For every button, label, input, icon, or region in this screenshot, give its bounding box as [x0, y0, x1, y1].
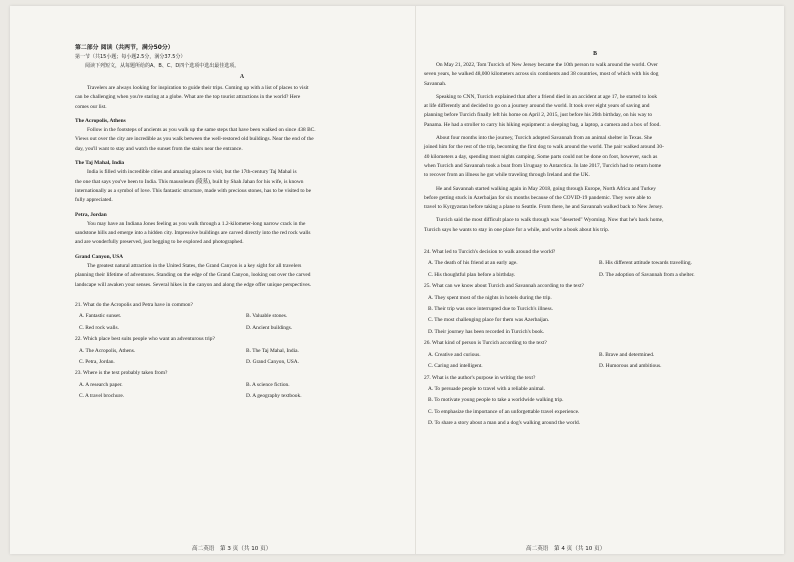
text-line: to recover from an illness he got while traveling through Ireland and the UK. — [424, 172, 590, 179]
text-line: internationally as a symbol of love. This fantastic structure, made with precious stones, has to be visited to be — [75, 187, 311, 194]
question-stem: 25. What can we know about Turcich and Savannah according to the text? — [424, 283, 584, 290]
option-b[interactable]: B. The Taj Mahal, India. — [246, 347, 299, 354]
attraction-petra — [75, 211, 409, 248]
option-b[interactable]: B. Valuable stones. — [246, 313, 288, 320]
passage-b-title: B — [593, 51, 597, 57]
exam-sheet — [10, 6, 784, 554]
text-line: sandstone hills and emerge into a hidden city. Impressive buildings are carved directly into the red rock walls — [75, 230, 311, 237]
text-line: 40 kilometers a day, spending most nights camping. Some parts could not be done on foot, however, such as — [424, 153, 658, 160]
option-b[interactable]: B. Brave and determined. — [599, 351, 655, 358]
option-b[interactable]: B. A science fiction. — [246, 381, 290, 388]
question-26 — [424, 338, 766, 372]
option-c[interactable]: C. A travel brochure. — [79, 393, 125, 400]
option-c[interactable]: C. To emphasize the importance of an unforgettable travel experience. — [428, 408, 580, 415]
option-b[interactable]: B. To motivate young people to take a worldwide walking trip. — [428, 397, 564, 404]
question-options — [75, 346, 409, 369]
question-stem: 26. What kind of person is Turcich according to the text? — [424, 340, 547, 347]
option-a[interactable]: A. Fantastic sunset. — [79, 313, 122, 320]
attraction-name: Petra, Jordan — [75, 211, 107, 218]
text-line: Turcich said the most difficult place to walk through was "deserted" Wyoming. Now that he's back home, — [436, 217, 664, 224]
option-a[interactable]: A. A research paper. — [79, 381, 123, 388]
text-line: can be challenging when you're staring at a globe. What are the top tourist attractions in the world? Here — [75, 94, 301, 101]
option-c[interactable]: C. Petra, Jordan. — [79, 358, 115, 365]
option-a[interactable]: A. They spent most of the nights in hotels during the trip. — [428, 294, 552, 301]
option-c[interactable]: C. His thoughtful plan before a birthday. — [428, 271, 516, 278]
text-line: fully appreciated. — [75, 197, 113, 204]
question-23 — [75, 368, 409, 402]
text-line: Follow in the footsteps of ancients as you walk up the same steps that have been walked on since 438 BC. — [87, 127, 316, 134]
option-a[interactable]: A. The Acropolis, Athens. — [79, 347, 136, 354]
text-line: joined him for the rest of the trip, becoming the first dog to walk around the world. The pair walked around 30- — [424, 144, 664, 151]
question-options — [75, 380, 409, 403]
option-a[interactable]: A. To persuade people to travel with a reliable animal. — [428, 385, 546, 392]
passage-b-paragraph-3 — [424, 134, 766, 180]
right-page — [424, 48, 766, 430]
option-a[interactable]: A. The death of his friend at an early age. — [428, 260, 518, 267]
left-page-footer: 高二英语 第 3 页（共 10 页） — [192, 546, 272, 552]
text-line: You may have an Indiana Jones feeling as you walk through a 1.2-kilometer-long narrow crack in the — [87, 220, 306, 227]
attraction-grand-canyon — [75, 253, 409, 290]
text-line: planning their lifetime of adventures. Standing on the edge of the Grand Canyon, looking out over the carved — [75, 272, 311, 279]
question-stem: 24. What led to Turcich's decision to walk around the world? — [424, 249, 556, 256]
passage-b-paragraph-1 — [424, 61, 766, 89]
option-c[interactable]: C. Red rock walls. — [79, 324, 119, 331]
reading-instruction: 阅读下列短文，从每题所给的A、B、C、D四个选项中选出最佳选项。 — [85, 63, 240, 69]
text-line: before getting stuck in Azerbaijan for six months because of the COVID-19 pandemic. They were able to — [424, 194, 651, 201]
option-b[interactable]: B. Their trip was once interrupted due to Turcich's illness. — [428, 306, 553, 313]
page-fold-divider — [415, 6, 416, 554]
option-d[interactable]: D. A geography textbook. — [246, 393, 302, 400]
passage-b-paragraph-2 — [424, 93, 766, 130]
text-line: seven years, he walked 48,000 kilometers across six continents and 38 countries, most of which with his dog — [424, 71, 659, 78]
question-stem: 27. What is the author's purpose in writing the text? — [424, 374, 536, 381]
question-24 — [424, 247, 766, 281]
option-c[interactable]: C. The most challenging place for them was Azerbaijan. — [428, 317, 550, 324]
attraction-name: Grand Canyon, USA — [75, 253, 124, 260]
question-options — [424, 350, 766, 373]
question-options — [424, 258, 766, 281]
passage-b-paragraph-5 — [424, 216, 766, 235]
left-page — [75, 44, 409, 403]
option-d[interactable]: D. The adoption of Savannah from a shelter. — [599, 271, 695, 278]
section-header: 第二部分 阅读（共两节，满分50分） — [75, 45, 174, 51]
attraction-acropolis — [75, 117, 409, 154]
option-d[interactable]: D. Humorous and ambitious. — [599, 363, 662, 370]
question-options — [75, 311, 409, 334]
attraction-taj-mahal — [75, 159, 409, 205]
text-line: The greatest natural attraction in the United States, the Grand Canyon is a key sight for all travelers — [87, 263, 302, 270]
question-stem: 22. Which place best suits people who want an adventurous trip? — [75, 336, 215, 343]
option-d[interactable]: D. To share a story about a man and a dog's walking around the world. — [428, 420, 580, 427]
text-line: landscape will awaken your senses. Several hikes in the canyon and along the edge offer unique perspectives. — [75, 281, 312, 288]
text-line: Travelers are always looking for inspiration to guide their trips. Coming up with a list of places to visit — [87, 85, 309, 91]
question-21 — [75, 300, 409, 334]
passage-a-intro — [75, 84, 409, 112]
question-25 — [424, 281, 766, 338]
text-line: About four months into the journey, Turcich adopted Savannah from an animal shelter in Texas. She — [436, 135, 653, 142]
attraction-name: The Taj Mahal, India — [75, 160, 125, 167]
question-stem: 21. What do the Acropolis and Petra have in common? — [75, 301, 193, 308]
text-line: day, you'll want to stay and watch the sunset from the stairs near the entrance. — [75, 145, 243, 152]
text-line: Panama. He had a stroller to carry his hiking equipment: a sleeping bag, a laptop, a camera and a box of food. — [424, 121, 661, 128]
text-line: He and Savannah started walking again in May 2018, going through Europe, North Africa and Turkey — [436, 185, 656, 192]
text-line: when Turcich and Savannah took a boat from Uruguay to Antarctica. In late 2017, Turcich had to return home — [424, 162, 662, 169]
text-line: and are wonderfully preserved, just begging to be explored and photographed. — [75, 239, 244, 246]
option-d[interactable]: D. Their journey has been recorded in Turcich's book. — [428, 328, 545, 335]
option-d[interactable]: D. Grand Canyon, USA. — [246, 358, 300, 365]
text-line: Savannah. — [424, 80, 447, 87]
section-subheader: 第一节（共15小题；每小题2.5分，满分37.5分） — [75, 54, 186, 60]
text-line: On May 21, 2022, Tom Turcich of New Jersey became the 10th person to walk around the world. Over — [436, 62, 658, 68]
passage-a-title: A — [239, 74, 245, 80]
attraction-name: The Acropolis, Athens — [75, 117, 126, 124]
text-line: Views out over the city are incredible as you walk between the well-restored old buildings. Near the end of the — [75, 136, 314, 143]
text-line: planning before Turcich finally left his home on April 2, 2015, just before his 26th birthday, on his way to — [424, 112, 653, 119]
option-d[interactable]: D. Ancient buildings. — [246, 324, 293, 331]
question-27 — [424, 373, 766, 430]
text-line: at life differently and decided to go on a journey around the world. It took over eight years of saving and — [424, 103, 650, 110]
question-stem: 23. Where is the text probably taken from? — [75, 370, 168, 377]
text-line: comes our list. — [75, 103, 107, 110]
text-line: India is filled with incredible cities and amazing places to visit, but the 17th-century Taj Mahal is — [87, 169, 297, 176]
question-22 — [75, 334, 409, 368]
right-page-footer: 高二英语 第 4 页（共 10 页） — [526, 546, 606, 552]
passage-b-paragraph-4 — [424, 185, 766, 213]
text-line: Speaking to CNN, Turcich explained that after a friend died in an accident at age 17, he started to look — [436, 93, 658, 100]
option-b[interactable]: B. His different attitude towards travelling. — [599, 260, 692, 267]
text-line: travel to Kyrgyzstan before taking a plane to Seattle. From there, he and Savannah walked back to New Jersey. — [424, 204, 664, 211]
text-line: Turcich says he wants to stay in one place for a while, and write a book about his trip. — [424, 226, 610, 233]
option-c[interactable]: C. Caring and intelligent. — [428, 363, 483, 370]
text-line: the one that says you've been to India. This mausoleum (陵墓), built by Shah Jahan for his wife, is known — [75, 178, 304, 185]
option-a[interactable]: A. Creative and curious. — [428, 351, 481, 358]
